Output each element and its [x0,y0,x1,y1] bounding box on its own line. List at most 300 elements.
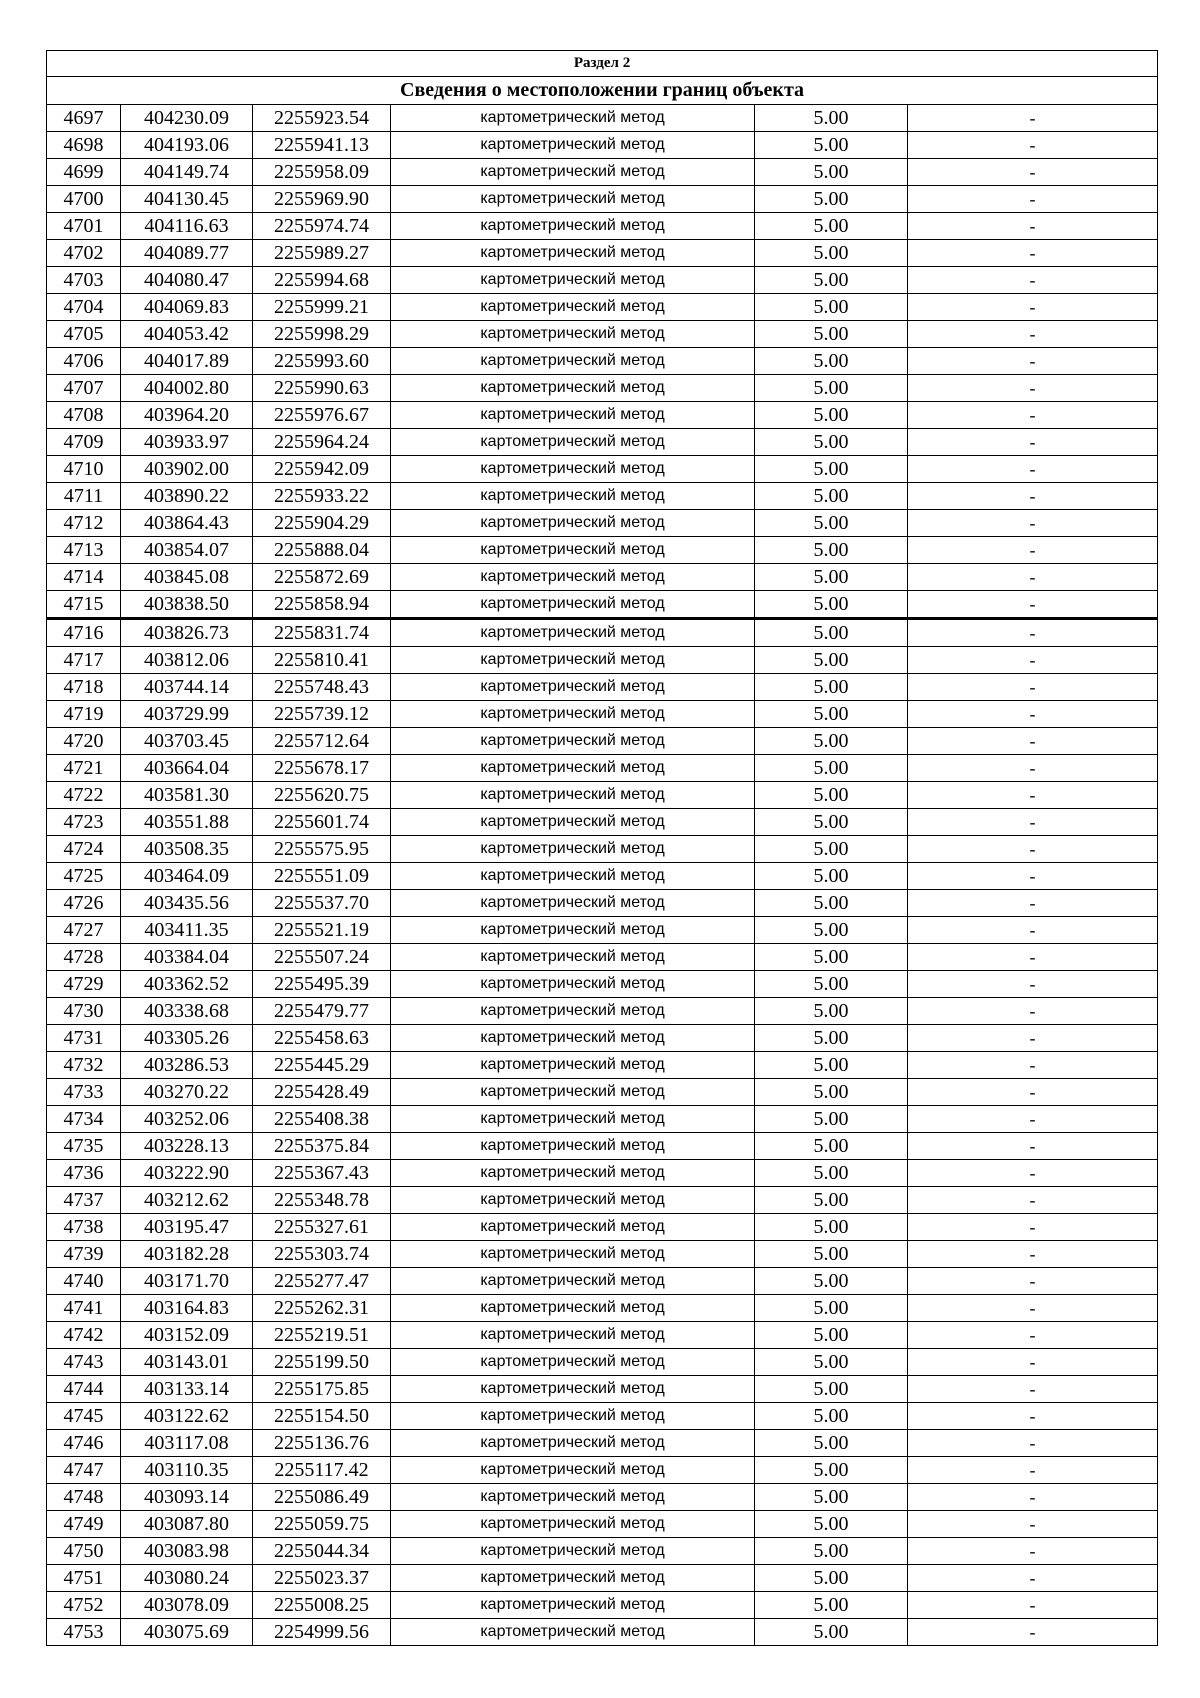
x-coordinate-cell: 403212.62 [121,1187,253,1214]
y-coordinate-cell: 2255888.04 [253,537,391,564]
point-number-cell: 4719 [47,701,121,728]
notes-cell: - [908,132,1158,159]
y-coordinate-cell: 2255994.68 [253,267,391,294]
x-coordinate-cell: 403338.68 [121,998,253,1025]
method-cell: картометрический метод [391,1457,755,1484]
point-number-cell: 4749 [47,1511,121,1538]
x-coordinate-cell: 404193.06 [121,132,253,159]
point-number-cell: 4747 [47,1457,121,1484]
accuracy-cell: 5.00 [755,132,908,159]
method-cell: картометрический метод [391,429,755,456]
y-coordinate-cell: 2255551.09 [253,863,391,890]
notes-cell: - [908,402,1158,429]
accuracy-cell: 5.00 [755,1106,908,1133]
table-row [47,1106,1158,1133]
point-number-cell: 4709 [47,429,121,456]
accuracy-cell: 5.00 [755,1376,908,1403]
method-cell: картометрический метод [391,1430,755,1457]
method-cell: картометрический метод [391,402,755,429]
accuracy-cell: 5.00 [755,510,908,537]
table-row [47,1592,1158,1619]
table-row [47,728,1158,755]
x-coordinate-cell: 403703.45 [121,728,253,755]
notes-cell: - [908,240,1158,267]
notes-cell: - [908,1241,1158,1268]
notes-cell: - [908,1430,1158,1457]
table-row [47,294,1158,321]
y-coordinate-cell: 2255990.63 [253,375,391,402]
x-coordinate-cell: 403164.83 [121,1295,253,1322]
method-cell: картометрический метод [391,1133,755,1160]
method-cell: картометрический метод [391,1511,755,1538]
notes-cell: - [908,591,1158,619]
x-coordinate-cell: 403078.09 [121,1592,253,1619]
y-coordinate-cell: 2255748.43 [253,674,391,701]
accuracy-cell: 5.00 [755,1160,908,1187]
point-number-cell: 4727 [47,917,121,944]
x-coordinate-cell: 403664.04 [121,755,253,782]
x-coordinate-cell: 404017.89 [121,348,253,375]
table-row [47,1241,1158,1268]
y-coordinate-cell: 2255923.54 [253,105,391,132]
x-coordinate-cell: 403854.07 [121,537,253,564]
y-coordinate-cell: 2254999.56 [253,1619,391,1646]
point-number-cell: 4720 [47,728,121,755]
point-number-cell: 4734 [47,1106,121,1133]
accuracy-cell: 5.00 [755,1592,908,1619]
accuracy-cell: 5.00 [755,1349,908,1376]
point-number-cell: 4704 [47,294,121,321]
x-coordinate-cell: 403083.98 [121,1538,253,1565]
y-coordinate-cell: 2255942.09 [253,456,391,483]
point-number-cell: 4741 [47,1295,121,1322]
notes-cell: - [908,267,1158,294]
accuracy-cell: 5.00 [755,728,908,755]
x-coordinate-cell: 403195.47 [121,1214,253,1241]
x-coordinate-cell: 403864.43 [121,510,253,537]
accuracy-cell: 5.00 [755,213,908,240]
notes-cell: - [908,1052,1158,1079]
table-row [47,971,1158,998]
method-cell: картометрический метод [391,647,755,674]
y-coordinate-cell: 2255367.43 [253,1160,391,1187]
point-number-cell: 4751 [47,1565,121,1592]
accuracy-cell: 5.00 [755,375,908,402]
point-number-cell: 4742 [47,1322,121,1349]
point-number-cell: 4730 [47,998,121,1025]
point-number-cell: 4732 [47,1052,121,1079]
notes-cell: - [908,1025,1158,1052]
table-row [47,1079,1158,1106]
x-coordinate-cell: 403890.22 [121,483,253,510]
table-row [47,105,1158,132]
point-number-cell: 4746 [47,1430,121,1457]
table-row [47,1052,1158,1079]
point-number-cell: 4703 [47,267,121,294]
method-cell: картометрический метод [391,510,755,537]
method-cell: картометрический метод [391,1214,755,1241]
table-row [47,1457,1158,1484]
accuracy-cell: 5.00 [755,647,908,674]
table-row [47,1619,1158,1646]
notes-cell: - [908,537,1158,564]
notes-cell: - [908,755,1158,782]
table-row [47,1538,1158,1565]
method-cell: картометрический метод [391,890,755,917]
point-number-cell: 4736 [47,1160,121,1187]
x-coordinate-cell: 403551.88 [121,809,253,836]
point-number-cell: 4707 [47,375,121,402]
table-row [47,619,1158,647]
point-number-cell: 4702 [47,240,121,267]
table-title: Сведения о местоположении границ объекта [47,77,1158,105]
point-number-cell: 4737 [47,1187,121,1214]
x-coordinate-cell: 403222.90 [121,1160,253,1187]
y-coordinate-cell: 2255154.50 [253,1403,391,1430]
point-number-cell: 4715 [47,591,121,619]
accuracy-cell: 5.00 [755,998,908,1025]
method-cell: картометрический метод [391,132,755,159]
point-number-cell: 4699 [47,159,121,186]
method-cell: картометрический метод [391,1160,755,1187]
accuracy-cell: 5.00 [755,1187,908,1214]
y-coordinate-cell: 2255999.21 [253,294,391,321]
accuracy-cell: 5.00 [755,1484,908,1511]
point-number-cell: 4723 [47,809,121,836]
table-row [47,1511,1158,1538]
y-coordinate-cell: 2255941.13 [253,132,391,159]
y-coordinate-cell: 2255044.34 [253,1538,391,1565]
table-row [47,917,1158,944]
x-coordinate-cell: 403744.14 [121,674,253,701]
table-row [47,321,1158,348]
x-coordinate-cell: 403075.69 [121,1619,253,1646]
x-coordinate-cell: 403228.13 [121,1133,253,1160]
point-number-cell: 4713 [47,537,121,564]
notes-cell: - [908,1295,1158,1322]
notes-cell: - [908,375,1158,402]
x-coordinate-cell: 403152.09 [121,1322,253,1349]
accuracy-cell: 5.00 [755,971,908,998]
y-coordinate-cell: 2255831.74 [253,619,391,647]
method-cell: картометрический метод [391,1538,755,1565]
table-row [47,132,1158,159]
method-cell: картометрический метод [391,674,755,701]
point-number-cell: 4750 [47,1538,121,1565]
table-row [47,1268,1158,1295]
method-cell: картометрический метод [391,1241,755,1268]
method-cell: картометрический метод [391,456,755,483]
y-coordinate-cell: 2255458.63 [253,1025,391,1052]
x-coordinate-cell: 403117.08 [121,1430,253,1457]
y-coordinate-cell: 2255507.24 [253,944,391,971]
accuracy-cell: 5.00 [755,1133,908,1160]
notes-cell: - [908,998,1158,1025]
notes-cell: - [908,1268,1158,1295]
notes-cell: - [908,944,1158,971]
y-coordinate-cell: 2255537.70 [253,890,391,917]
accuracy-cell: 5.00 [755,674,908,701]
method-cell: картометрический метод [391,1565,755,1592]
y-coordinate-cell: 2255059.75 [253,1511,391,1538]
x-coordinate-cell: 403087.80 [121,1511,253,1538]
notes-cell: - [908,159,1158,186]
method-cell: картометрический метод [391,321,755,348]
table-row [47,944,1158,971]
method-cell: картометрический метод [391,809,755,836]
notes-cell: - [908,836,1158,863]
point-number-cell: 4714 [47,564,121,591]
point-number-cell: 4706 [47,348,121,375]
table-row [47,863,1158,890]
x-coordinate-cell: 403143.01 [121,1349,253,1376]
accuracy-cell: 5.00 [755,267,908,294]
table-row [47,890,1158,917]
table-row [47,782,1158,809]
accuracy-cell: 5.00 [755,917,908,944]
notes-cell: - [908,674,1158,701]
method-cell: картометрический метод [391,782,755,809]
x-coordinate-cell: 404230.09 [121,105,253,132]
table-row [47,1349,1158,1376]
notes-cell: - [908,809,1158,836]
y-coordinate-cell: 2255262.31 [253,1295,391,1322]
point-number-cell: 4724 [47,836,121,863]
table-row [47,998,1158,1025]
x-coordinate-cell: 403729.99 [121,701,253,728]
accuracy-cell: 5.00 [755,483,908,510]
notes-cell: - [908,348,1158,375]
table-row [47,1484,1158,1511]
point-number-cell: 4739 [47,1241,121,1268]
y-coordinate-cell: 2255575.95 [253,836,391,863]
notes-cell: - [908,564,1158,591]
point-number-cell: 4697 [47,105,121,132]
method-cell: картометрический метод [391,998,755,1025]
point-number-cell: 4735 [47,1133,121,1160]
accuracy-cell: 5.00 [755,591,908,619]
y-coordinate-cell: 2255479.77 [253,998,391,1025]
y-coordinate-cell: 2255678.17 [253,755,391,782]
method-cell: картометрический метод [391,1106,755,1133]
x-coordinate-cell: 403902.00 [121,456,253,483]
x-coordinate-cell: 404149.74 [121,159,253,186]
x-coordinate-cell: 403305.26 [121,1025,253,1052]
y-coordinate-cell: 2255993.60 [253,348,391,375]
table-row [47,213,1158,240]
accuracy-cell: 5.00 [755,1214,908,1241]
x-coordinate-cell: 403464.09 [121,863,253,890]
point-number-cell: 4752 [47,1592,121,1619]
y-coordinate-cell: 2255989.27 [253,240,391,267]
point-number-cell: 4705 [47,321,121,348]
x-coordinate-cell: 404130.45 [121,186,253,213]
x-coordinate-cell: 403110.35 [121,1457,253,1484]
table-row [47,240,1158,267]
point-number-cell: 4728 [47,944,121,971]
accuracy-cell: 5.00 [755,863,908,890]
table-row [47,159,1158,186]
x-coordinate-cell: 403384.04 [121,944,253,971]
accuracy-cell: 5.00 [755,456,908,483]
accuracy-cell: 5.00 [755,429,908,456]
x-coordinate-cell: 403252.06 [121,1106,253,1133]
accuracy-cell: 5.00 [755,1322,908,1349]
y-coordinate-cell: 2255976.67 [253,402,391,429]
y-coordinate-cell: 2255445.29 [253,1052,391,1079]
x-coordinate-cell: 404053.42 [121,321,253,348]
accuracy-cell: 5.00 [755,755,908,782]
x-coordinate-cell: 403093.14 [121,1484,253,1511]
table-row [47,456,1158,483]
accuracy-cell: 5.00 [755,402,908,429]
y-coordinate-cell: 2255974.74 [253,213,391,240]
y-coordinate-cell: 2255933.22 [253,483,391,510]
notes-cell: - [908,1079,1158,1106]
method-cell: картометрический метод [391,836,755,863]
method-cell: картометрический метод [391,1268,755,1295]
y-coordinate-cell: 2255408.38 [253,1106,391,1133]
method-cell: картометрический метод [391,1619,755,1646]
y-coordinate-cell: 2255620.75 [253,782,391,809]
method-cell: картометрический метод [391,1187,755,1214]
y-coordinate-cell: 2255348.78 [253,1187,391,1214]
accuracy-cell: 5.00 [755,348,908,375]
table-row [47,755,1158,782]
table-row [47,348,1158,375]
method-cell: картометрический метод [391,564,755,591]
method-cell: картометрический метод [391,213,755,240]
table-row [47,1025,1158,1052]
method-cell: картометрический метод [391,591,755,619]
y-coordinate-cell: 2255495.39 [253,971,391,998]
table-title-row [47,77,1158,105]
point-number-cell: 4711 [47,483,121,510]
method-cell: картометрический метод [391,267,755,294]
accuracy-cell: 5.00 [755,619,908,647]
table-row [47,701,1158,728]
table-row [47,1187,1158,1214]
x-coordinate-cell: 403171.70 [121,1268,253,1295]
table-row [47,836,1158,863]
point-number-cell: 4753 [47,1619,121,1646]
notes-cell: - [908,456,1158,483]
accuracy-cell: 5.00 [755,105,908,132]
method-cell: картометрический метод [391,863,755,890]
method-cell: картометрический метод [391,375,755,402]
table-row [47,267,1158,294]
method-cell: картометрический метод [391,1403,755,1430]
accuracy-cell: 5.00 [755,321,908,348]
notes-cell: - [908,213,1158,240]
accuracy-cell: 5.00 [755,809,908,836]
y-coordinate-cell: 2255086.49 [253,1484,391,1511]
x-coordinate-cell: 403411.35 [121,917,253,944]
accuracy-cell: 5.00 [755,564,908,591]
notes-cell: - [908,1322,1158,1349]
accuracy-cell: 5.00 [755,1457,908,1484]
y-coordinate-cell: 2255008.25 [253,1592,391,1619]
notes-cell: - [908,971,1158,998]
notes-cell: - [908,1403,1158,1430]
table-row [47,1133,1158,1160]
point-number-cell: 4716 [47,619,121,647]
x-coordinate-cell: 403133.14 [121,1376,253,1403]
y-coordinate-cell: 2255428.49 [253,1079,391,1106]
accuracy-cell: 5.00 [755,186,908,213]
y-coordinate-cell: 2255277.47 [253,1268,391,1295]
notes-cell: - [908,1349,1158,1376]
method-cell: картометрический метод [391,1349,755,1376]
x-coordinate-cell: 403270.22 [121,1079,253,1106]
method-cell: картометрический метод [391,944,755,971]
method-cell: картометрический метод [391,1079,755,1106]
table-row [47,1214,1158,1241]
notes-cell: - [908,1538,1158,1565]
point-number-cell: 4731 [47,1025,121,1052]
table-body [47,51,1158,1646]
notes-cell: - [908,1565,1158,1592]
y-coordinate-cell: 2255136.76 [253,1430,391,1457]
method-cell: картометрический метод [391,105,755,132]
notes-cell: - [908,782,1158,809]
y-coordinate-cell: 2255998.29 [253,321,391,348]
accuracy-cell: 5.00 [755,1025,908,1052]
accuracy-cell: 5.00 [755,1511,908,1538]
table-row [47,1322,1158,1349]
table-row [47,1403,1158,1430]
notes-cell: - [908,1376,1158,1403]
accuracy-cell: 5.00 [755,944,908,971]
accuracy-cell: 5.00 [755,1052,908,1079]
point-number-cell: 4721 [47,755,121,782]
section-label: Раздел 2 [47,51,1158,77]
method-cell: картометрический метод [391,294,755,321]
y-coordinate-cell: 2255375.84 [253,1133,391,1160]
x-coordinate-cell: 403826.73 [121,619,253,647]
notes-cell: - [908,863,1158,890]
notes-cell: - [908,1106,1158,1133]
point-number-cell: 4740 [47,1268,121,1295]
table-row [47,1295,1158,1322]
notes-cell: - [908,294,1158,321]
accuracy-cell: 5.00 [755,1430,908,1457]
accuracy-cell: 5.00 [755,782,908,809]
table-row [47,647,1158,674]
y-coordinate-cell: 2255303.74 [253,1241,391,1268]
y-coordinate-cell: 2255969.90 [253,186,391,213]
y-coordinate-cell: 2255117.42 [253,1457,391,1484]
notes-cell: - [908,186,1158,213]
method-cell: картометрический метод [391,917,755,944]
accuracy-cell: 5.00 [755,836,908,863]
table-row [47,674,1158,701]
y-coordinate-cell: 2255199.50 [253,1349,391,1376]
notes-cell: - [908,105,1158,132]
method-cell: картометрический метод [391,159,755,186]
x-coordinate-cell: 403964.20 [121,402,253,429]
method-cell: картометрический метод [391,1592,755,1619]
notes-cell: - [908,1133,1158,1160]
accuracy-cell: 5.00 [755,701,908,728]
table-row [47,1160,1158,1187]
table-row [47,1430,1158,1457]
notes-cell: - [908,728,1158,755]
y-coordinate-cell: 2255958.09 [253,159,391,186]
table-row [47,537,1158,564]
notes-cell: - [908,1511,1158,1538]
table-row [47,564,1158,591]
